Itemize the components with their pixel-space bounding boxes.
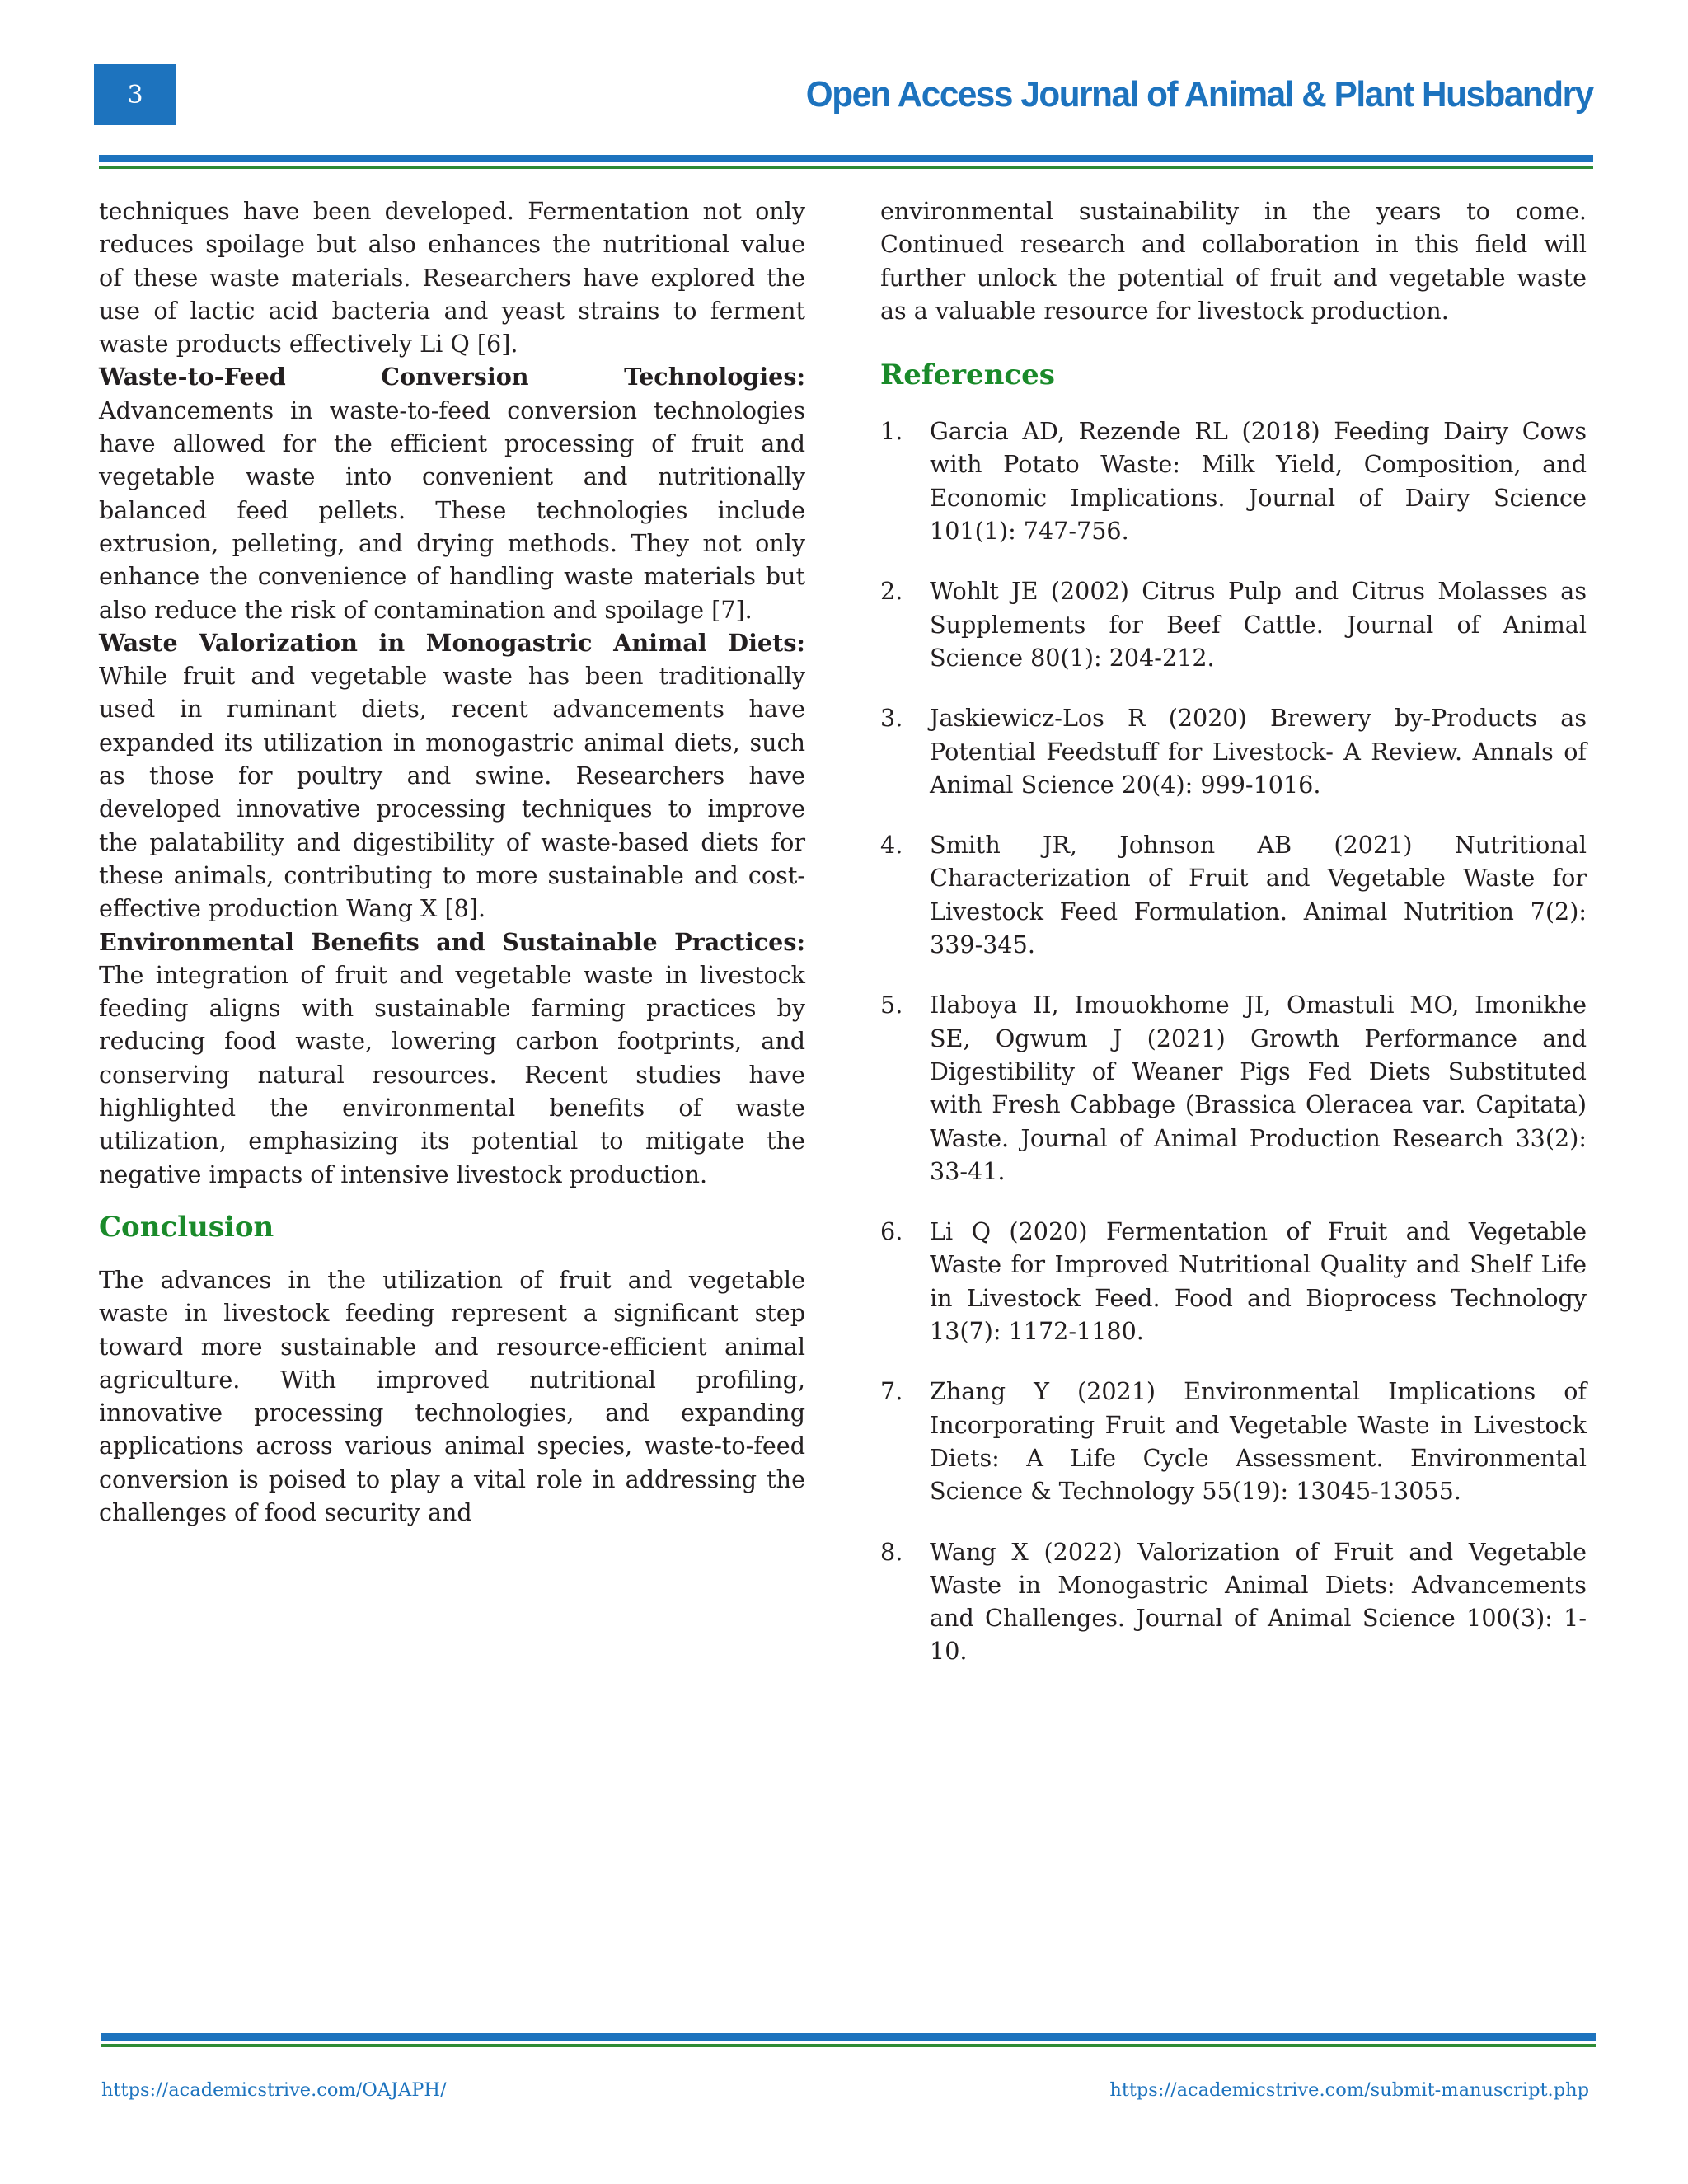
- subheading-monogastric: Waste Valorization in Monogastric Animal Diets:: [99, 628, 805, 657]
- reference-item: [880, 701, 1587, 801]
- reference-text: Zhang Y (2021) Environmental Implications of Incorporating Fruit and Vegetable Waste in Livestock Diets: A Life Cycle Assessment. Environmental Science & Technology 55(19): 13045-13055.: [930, 1377, 1587, 1506]
- header-divider: [99, 155, 1593, 169]
- reference-text: Wang X (2022) Valorization of Fruit and Vegetable Waste in Monogastric Animal Diets: Advancements and Challenges. Journal of Animal Science 100(3): 1-10.: [930, 1537, 1587, 1666]
- conclusion-body: The advances in the utilization of fruit and vegetable waste in livestock feeding represent a significant step toward more sustainable and resource-efficient animal agriculture. With improved nutritional profiling, innovative processing technologies, and expanding applications across various animal species, waste-to-feed conversion is poised to play a vital role in addressing the challenges of food security and: [99, 1265, 805, 1526]
- reference-item: [880, 1375, 1587, 1507]
- reference-number: 2.: [880, 577, 903, 606]
- submit-manuscript-link[interactable]: https://academicstrive.com/submit-manuscript.php: [1109, 2079, 1589, 2101]
- reference-item: [880, 988, 1587, 1188]
- reference-number: 6.: [880, 1217, 903, 1246]
- reference-item: [880, 1535, 1587, 1668]
- footer-divider: [101, 2033, 1596, 2047]
- reference-number: 7.: [880, 1377, 903, 1406]
- subheading-environmental: Environmental Benefits and Sustainable Practices:: [99, 927, 805, 956]
- journal-title: Open Access Journal of Animal & Plant Husbandry: [806, 74, 1593, 115]
- reference-number: 8.: [880, 1537, 903, 1566]
- references-list: [880, 415, 1587, 1668]
- conclusion-continuation: environmental sustainability in the years to come. Continued research and collaboration in this field will further unlock the potential of fruit and vegetable waste as a valuable resource for livestock production.: [880, 197, 1587, 325]
- references-heading: References: [880, 359, 1055, 392]
- reference-text: Ilaboya II, Imouokhome JI, Omastuli MO, Imonikhe SE, Ogwum J (2021) Growth Performance and Digestibility of Weaner Pigs Fed Diets Substituted with Fresh Cabbage (Brassica Oleracea var. Capitata) Waste. Journal of Animal Production Research 33(2): 33-41.: [930, 991, 1587, 1185]
- reference-text: Garcia AD, Rezende RL (2018) Feeding Dairy Cows with Potato Waste: Milk Yield, Composition, and Economic Implications. Journal of Dairy Science 101(1): 747-756.: [930, 417, 1587, 546]
- reference-item: [880, 415, 1587, 547]
- paragraph-environmental: [99, 926, 805, 1191]
- paragraph-waste-to-feed: [99, 360, 805, 626]
- conclusion-heading: Conclusion: [99, 1210, 274, 1244]
- paragraph-monogastric: [99, 626, 805, 926]
- reference-number: 4.: [880, 831, 903, 860]
- reference-number: 3.: [880, 704, 903, 733]
- reference-item: [880, 828, 1587, 961]
- reference-text: Smith JR, Johnson AB (2021) Nutritional Characterization of Fruit and Vegetable Waste for Livestock Feed Formulation. Animal Nutrition 7(2): 339-345.: [930, 831, 1587, 959]
- reference-text: Wohlt JE (2002) Citrus Pulp and Citrus Molasses as Supplements for Beef Cattle. Journal of Animal Science 80(1): 204-212.: [930, 577, 1587, 672]
- subheading-waste-to-feed: Waste-to-Feed Conversion Technologies:: [99, 363, 805, 391]
- body-environmental: The integration of fruit and vegetable waste in livestock feeding aligns with sustainable farming practices by reducing food waste, lowering carbon footprints, and conserving natural resources. Recent studies have highlighted the environmental benefits of waste utilization, emphasizing its potential to mitigate the negative impacts of intensive livestock production.: [99, 960, 805, 1188]
- journal-homepage-link[interactable]: https://academicstrive.com/OAJAPH/: [101, 2079, 447, 2101]
- reference-item: [880, 574, 1587, 674]
- left-column: [99, 194, 805, 1529]
- body-monogastric: While fruit and vegetable waste has been traditionally used in ruminant diets, recent advancements have expanded its utilization in monogastric animal diets, such as those for poultry and swine. Researchers have developed innovative processing techniques to improve the palatability and digestibility of waste-based diets for these animals, contributing to more sustainable and cost-effective production Wang X [8].: [99, 662, 805, 923]
- page-number-badge: 3: [94, 64, 176, 125]
- paragraph-fermentation: techniques have been developed. Fermentation not only reduces spoilage but also enhances the nutritional value of these waste materials. Researchers have explored the use of lactic acid bacteria and yeast strains to ferment waste products effectively Li Q [6].: [99, 197, 805, 359]
- reference-text: Jaskiewicz-Los R (2020) Brewery by-Products as Potential Feedstuff for Livestock- A Review. Annals of Animal Science 20(4): 999-1016.: [930, 704, 1587, 799]
- reference-text: Li Q (2020) Fermentation of Fruit and Vegetable Waste for Improved Nutritional Quality and Shelf Life in Livestock Feed. Food and Bioprocess Technology 13(7): 1172-1180.: [930, 1217, 1587, 1346]
- reference-item: [880, 1215, 1587, 1347]
- reference-number: 1.: [880, 417, 903, 446]
- body-waste-to-feed: Advancements in waste-to-feed conversion technologies have allowed for the efficient processing of fruit and vegetable waste into convenient and nutritionally balanced feed pellets. These technologies include extrusion, pelleting, and drying methods. They not only enhance the convenience of handling waste materials but also reduce the risk of contamination and spoilage [7].: [99, 396, 805, 624]
- right-column: [880, 194, 1587, 1695]
- reference-number: 5.: [880, 991, 903, 1019]
